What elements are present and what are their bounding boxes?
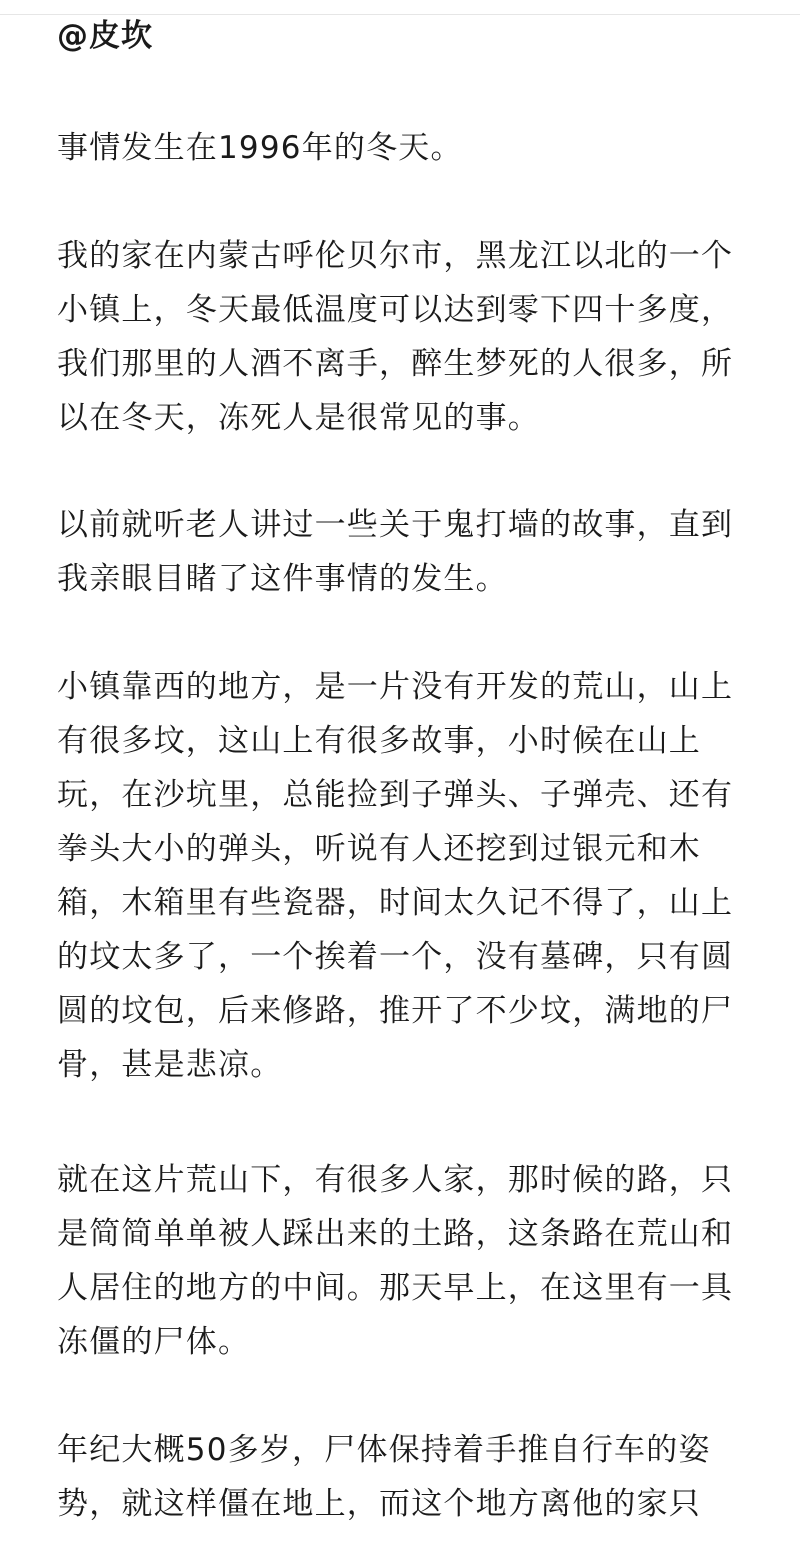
paragraph: 小镇靠西的地方，是一片没有开发的荒山，山上有很多坟，这山上有很多故事，小时候在山上玩，在沙坑里，总能捡到子弹头、子弹壳、还有拳头大小的弹头，听说有人还挖到过银元和木箱，木箱里有些瓷器，时间太久记不得了，山上的坟太多了，一个挨着一个，没有墓碑，只有圆圆的坟包，后来修路，推开了不少坟，满地的尸骨，甚是悲凉。 <box>57 669 734 1083</box>
author-handle[interactable]: @皮坎 <box>57 18 153 54</box>
paragraph: 就在这片荒山下，有很多人家，那时候的路，只是简简单单被人踩出来的土路，这条路在荒山和人居住的地方的中间。那天早上，在这里有一具冻僵的尸体。 <box>57 1162 734 1360</box>
paragraph: 事情发生在1996年的冬天。 <box>57 130 463 166</box>
paragraph: 年纪大概50多岁，尸体保持着手推自行车的姿势，就这样僵在地上，而这个地方离他的家只 <box>57 1432 711 1522</box>
paragraph: 以前就听老人讲过一些关于鬼打墙的故事，直到我亲眼目睹了这件事情的发生。 <box>57 507 734 597</box>
paragraph: 我的家在内蒙古呼伦贝尔市，黑龙江以北的一个小镇上，冬天最低温度可以达到零下四十多度，我们那里的人酒不离手，醉生梦死的人很多，所以在冬天，冻死人是很常见的事。 <box>57 238 734 436</box>
